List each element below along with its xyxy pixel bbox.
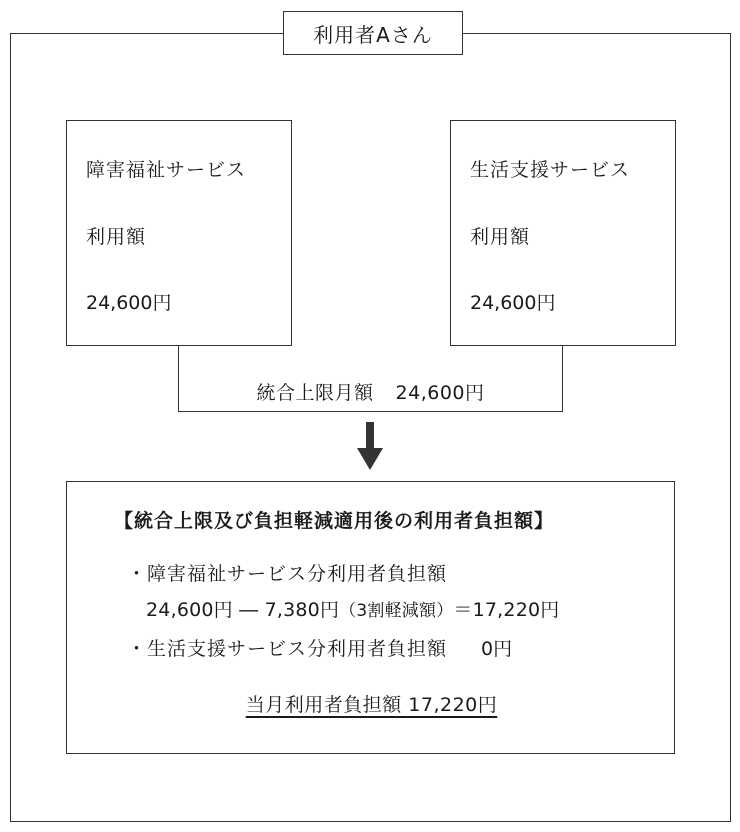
- combined-limit-label: 統合上限月額: [256, 382, 374, 404]
- down-arrow-icon: [355, 422, 385, 472]
- life-support-burden: [127, 634, 512, 661]
- service-box-disability: [66, 120, 292, 346]
- service-amount: 24,600円: [86, 292, 172, 314]
- disability-burden-label: ・障害福祉サービス分利用者負担額: [127, 563, 448, 585]
- result-box: [66, 481, 675, 754]
- monthly-total: [67, 690, 676, 717]
- monthly-total-text: 当月利用者負担額 17,220円: [245, 694, 498, 716]
- formula-reduction: 7,380円: [264, 599, 340, 621]
- result-heading: 【統合上限及び負担軽減適用後の利用者負担額】: [114, 510, 555, 532]
- service-box-life-support: [450, 120, 676, 346]
- service-name: 障害福祉サービス: [86, 159, 247, 181]
- life-support-burden-label: ・生活支援サービス分利用者負担額: [127, 638, 448, 660]
- life-support-burden-amount: 0円: [481, 638, 513, 660]
- formula-equals: ＝: [453, 599, 473, 621]
- combined-limit: [178, 378, 563, 405]
- combined-limit-amount: 24,600円: [395, 382, 485, 404]
- formula-note: （3割軽減額）: [339, 601, 454, 621]
- formula-base: 24,600円: [146, 599, 233, 621]
- formula-result: 17,220円: [472, 599, 560, 621]
- service-name: 生活支援サービス: [470, 159, 631, 181]
- page-title: 利用者Aさん: [313, 22, 433, 47]
- burden-formula: [146, 595, 559, 622]
- service-amount: 24,600円: [470, 292, 556, 314]
- service-label: 利用額: [86, 226, 147, 248]
- title-box: [283, 11, 463, 55]
- service-label: 利用額: [470, 226, 531, 248]
- formula-minus: ―: [232, 599, 265, 621]
